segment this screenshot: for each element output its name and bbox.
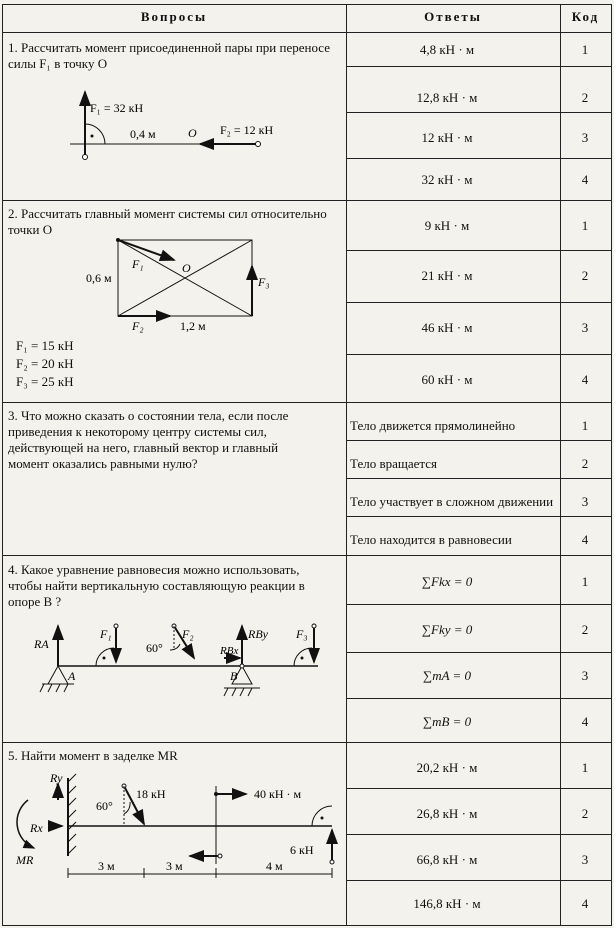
answer-divider <box>346 478 611 479</box>
q4-a-label: A <box>68 669 76 683</box>
q5-code-3: 3 <box>581 852 589 867</box>
q2-answer-3[interactable]: 46 кН · м <box>421 320 473 335</box>
q5-answer-4[interactable]: 146,8 кН · м <box>413 896 481 911</box>
q2-f2-label: F₂ <box>132 319 144 333</box>
header-answers: Ответы <box>424 9 482 24</box>
q1-code-2: 2 <box>581 90 589 105</box>
q2-given-f3: F₃ = 25 кН <box>16 374 74 389</box>
q3-answer-4[interactable]: Тело находится в равновесии <box>350 532 512 547</box>
q2-diagram <box>80 234 280 334</box>
answer-divider <box>346 354 611 355</box>
table-top-border <box>2 4 612 5</box>
q5-code-2: 2 <box>581 806 589 821</box>
answer-divider <box>346 516 611 517</box>
q2-text-line1: 2. Рассчитать главный момент системы сил относительно <box>8 206 327 221</box>
q3-code-3: 3 <box>581 494 589 509</box>
q4-rby-label: RBy <box>248 627 268 641</box>
q4-answer-2[interactable]: ∑Fky = 0 <box>421 622 473 637</box>
q5-answer-3[interactable]: 66,8 кН · м <box>416 852 478 867</box>
answer-divider <box>346 604 611 605</box>
q4-text-line1: 4. Какое уравнение равновесия можно использовать, <box>8 562 300 577</box>
q4-answer-4[interactable]: ∑mB = 0 <box>422 714 472 729</box>
q3-answer-1[interactable]: Тело движется прямолинейно <box>350 418 516 433</box>
q1-answer-4[interactable]: 32 кН · м <box>421 172 473 187</box>
answer-divider <box>346 158 611 159</box>
q5-ry-label: Ry <box>50 771 63 785</box>
q5-code-1: 1 <box>581 760 589 775</box>
q2-given-f1: F₁ = 15 кН <box>16 338 74 353</box>
q3-answer-3[interactable]: Тело участвует в сложном движении <box>350 494 554 509</box>
answer-divider <box>346 250 611 251</box>
q1-distance-label: 0,4 м <box>130 127 156 141</box>
header-code: Код <box>571 9 600 24</box>
q4-angle-label: 60° <box>146 641 163 655</box>
answer-divider <box>346 698 611 699</box>
q3-answer-2[interactable]: Тело вращается <box>350 456 438 471</box>
q2-f3-label: F₃ <box>258 275 270 289</box>
q4-f3-label: F₃ <box>296 627 308 641</box>
q4-rbx-label: RBx <box>220 645 239 657</box>
q3-text-line3: действующей на него, главный вектор и главный <box>8 440 279 455</box>
q1-answer-1[interactable]: 4,8 кН · м <box>419 42 475 57</box>
q1-f2-label: F₂ = 12 кН <box>220 123 274 137</box>
q4-code-1: 1 <box>581 574 589 589</box>
table-right-border <box>611 4 612 926</box>
q3-text-line1: 3. Что можно сказать о состоянии тела, если после <box>8 408 289 423</box>
q1-diagram <box>60 82 300 164</box>
row-divider-q2 <box>2 402 612 403</box>
q4-f2-label: F₂ <box>182 627 194 641</box>
q5-moment-label: 40 кН · м <box>254 787 302 801</box>
q5-answer-2[interactable]: 26,8 кН · м <box>416 806 478 821</box>
answer-divider <box>346 302 611 303</box>
q1-text-line1: 1. Рассчитать момент присоединенной пары при переносе <box>8 40 330 55</box>
q4-f1-label: F₁ <box>100 627 112 641</box>
q5-angle-label: 60° <box>96 799 113 813</box>
row-divider-q4 <box>2 742 612 743</box>
q3-code-1: 1 <box>581 418 589 433</box>
q5-answer-1[interactable]: 20,2 кН · м <box>416 760 478 775</box>
q5-dist2-label: 3 м <box>166 859 183 873</box>
q3-text-line4: момент оказались равными нулю? <box>8 456 198 471</box>
q5-text: 5. Найти момент в заделке MR <box>8 748 178 763</box>
q4-code-3: 3 <box>581 668 589 683</box>
q1-answer-2[interactable]: 12,8 кН · м <box>416 90 478 105</box>
q1-code-3: 3 <box>581 130 589 145</box>
q5-code-4: 4 <box>581 896 589 911</box>
q5-rx-label: Rx <box>30 821 43 835</box>
q2-height-label: 0,6 м <box>86 271 112 285</box>
q4-answer-1[interactable]: ∑Fkx = 0 <box>421 574 473 589</box>
answer-divider <box>346 112 611 113</box>
q2-point-o: O <box>182 261 191 275</box>
table-left-border <box>2 4 3 926</box>
answer-divider <box>346 788 611 789</box>
q1-text-line2: силы F₁ в точку O <box>8 56 108 71</box>
row-divider-q1 <box>2 200 612 201</box>
q5-diagram <box>10 770 340 882</box>
row-divider-q3 <box>2 555 612 556</box>
q2-answer-2[interactable]: 21 кН · м <box>421 268 473 283</box>
q2-code-3: 3 <box>581 320 589 335</box>
answer-divider <box>346 66 611 67</box>
q1-code-1: 1 <box>581 42 589 57</box>
q2-answer-4[interactable]: 60 кН · м <box>421 372 473 387</box>
q4-text-line3: опоре B ? <box>8 594 62 609</box>
q2-given-f2: F₂ = 20 кН <box>16 356 74 371</box>
answer-divider <box>346 652 611 653</box>
q5-force2-label: 6 кН <box>290 843 314 857</box>
q2-code-2: 2 <box>581 268 589 283</box>
answer-divider <box>346 880 611 881</box>
q5-dist3-label: 4 м <box>266 859 283 873</box>
q2-code-1: 1 <box>581 218 589 233</box>
q2-text-line2: точки O <box>8 222 53 237</box>
header-bottom-border <box>2 32 612 33</box>
q4-text-line2: чтобы найти вертикальную составляющую реакции в <box>8 578 305 593</box>
q2-f1-label: F₁ <box>132 257 144 271</box>
header-questions: Вопросы <box>140 9 208 24</box>
q2-width-label: 1,2 м <box>180 319 206 333</box>
q4-code-4: 4 <box>581 714 589 729</box>
q3-code-4: 4 <box>581 532 589 547</box>
q1-point-o: O <box>188 126 197 140</box>
q1-f1-label: F₁ = 32 кН <box>90 101 144 115</box>
table-bottom-border <box>2 925 612 926</box>
q3-text-line2: приведения к некоторому центру системы сил, <box>8 424 267 439</box>
q5-force1-label: 18 кН <box>136 787 166 801</box>
answer-divider <box>346 834 611 835</box>
q4-ra-label: RA <box>34 637 49 651</box>
q2-code-4: 4 <box>581 372 589 387</box>
q2-answer-1[interactable]: 9 кН · м <box>424 218 470 233</box>
q4-b-label: B <box>230 669 238 683</box>
q5-mr-label: MR <box>16 853 34 867</box>
answer-divider <box>346 440 611 441</box>
q1-answer-3[interactable]: 12 кН · м <box>421 130 473 145</box>
q4-diagram <box>28 612 328 704</box>
q3-code-2: 2 <box>581 456 589 471</box>
q1-code-4: 4 <box>581 172 589 187</box>
q4-answer-3[interactable]: ∑mA = 0 <box>422 668 472 683</box>
q5-dist1-label: 3 м <box>98 859 115 873</box>
q4-code-2: 2 <box>581 622 589 637</box>
